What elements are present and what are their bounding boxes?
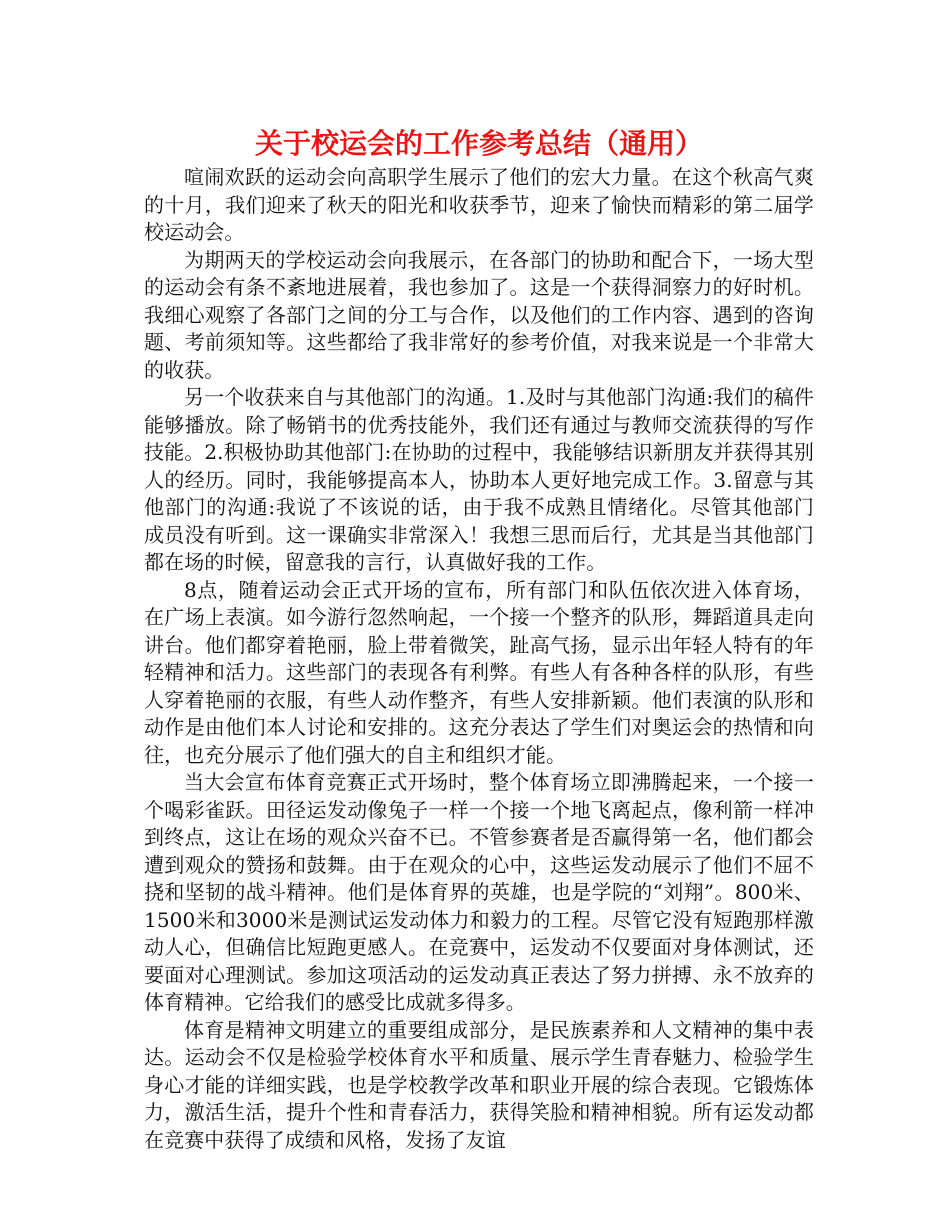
paragraph-4: 8点，随着运动会正式开场的宣布，所有部门和队伍依次进入体育场，在广场上表演。如今游行忽然响起，一个接一个整齐的队形，舞蹈道具走向讲台。他们都穿着艳丽，脸上带着微笑，趾高气扬，显示出年轻人特有的年轻精神和活力。这些部门的表现各有利弊。有些人有各种各样的队形，有些人穿着艳丽的衣服，有些人动作整齐，有些人安排新颖。他们表演的队形和动作是由他们本人讨论和安排的。这充分表达了学生们对奥运会的热情和向往，也充分展示了他们强大的自主和组织才能。 (144, 577, 814, 767)
document-page (144, 124, 814, 1154)
paragraph-5: 当大会宣布体育竞赛正式开场时，整个体育场立即沸腾起来，一个接一个喝彩雀跃。田径运发动像兔子一样一个接一个地飞离起点，像利箭一样冲到终点，这让在场的观众兴奋不已。不管参赛者是否赢得第一名，他们都会遭到观众的赞扬和鼓舞。由于在观众的心中，这些运发动展示了他们不屈不挠和坚韧的战斗精神。他们是体育界的英雄，也是学院的“刘翔”。800米、1500米和3000米是测试运发动体力和毅力的工程。尽管它没有短跑那样激动人心，但确信比短跑更感人。在竞赛中，运发动不仅要面对身体测试，还要面对心理测试。参加这项活动的运发动真正表达了努力拼搏、永不放弃的体育精神。它给我们的感受比成就多得多。 (144, 770, 814, 1014)
paragraph-2: 为期两天的学校运动会向我展示，在各部门的协助和配合下，一场大型的运动会有条不紊地进展着，我也参加了。这是一个获得洞察力的好时机。我细心观察了各部门之间的分工与合作，以及他们的工作内容、遇到的咨询题、考前须知等。这些都给了我非常好的参考价值，对我来说是一个非常大的收获。 (144, 247, 814, 382)
paragraph-1: 喧闹欢跃的运动会向高职学生展示了他们的宏大力量。在这个秋高气爽的十月，我们迎来了秋天的阳光和收获季节，迎来了愉快而精彩的第二届学校运动会。 (144, 165, 814, 244)
paragraph-3: 另一个收获来自与其他部门的沟通。1.及时与其他部门沟通:我们的稿件能够播放。除了畅销书的优秀技能外，我们还有通过与教师交流获得的写作技能。2.积极协助其他部门:在协助的过程中，我能够结识新朋友并获得其别人的经历。同时，我能够提高本人，协助本人更好地完成工作。3.留意与其他部门的沟通:我说了不该说的话，由于我不成熟且情绪化。尽管其他部门成员没有听到。这一课确实非常深入！我想三思而后行，尤其是当其他部门都在场的时候，留意我的言行，认真做好我的工作。 (144, 385, 814, 574)
document-title: 关于校运会的工作参考总结（通用） (254, 127, 703, 160)
paragraph-6: 体育是精神文明建立的重要组成部分，是民族素养和人文精神的集中表达。运动会不仅是检验学校体育水平和质量、展示学生青春魅力、检验学生身心才能的详细实践，也是学校教学改革和职业开展的综合表现。它锻炼体力，激活生活，提升个性和青春活力，获得笑脸和精神相貌。所有运发动都在竞赛中获得了成绩和风格，发扬了友谊 (144, 1017, 814, 1152)
